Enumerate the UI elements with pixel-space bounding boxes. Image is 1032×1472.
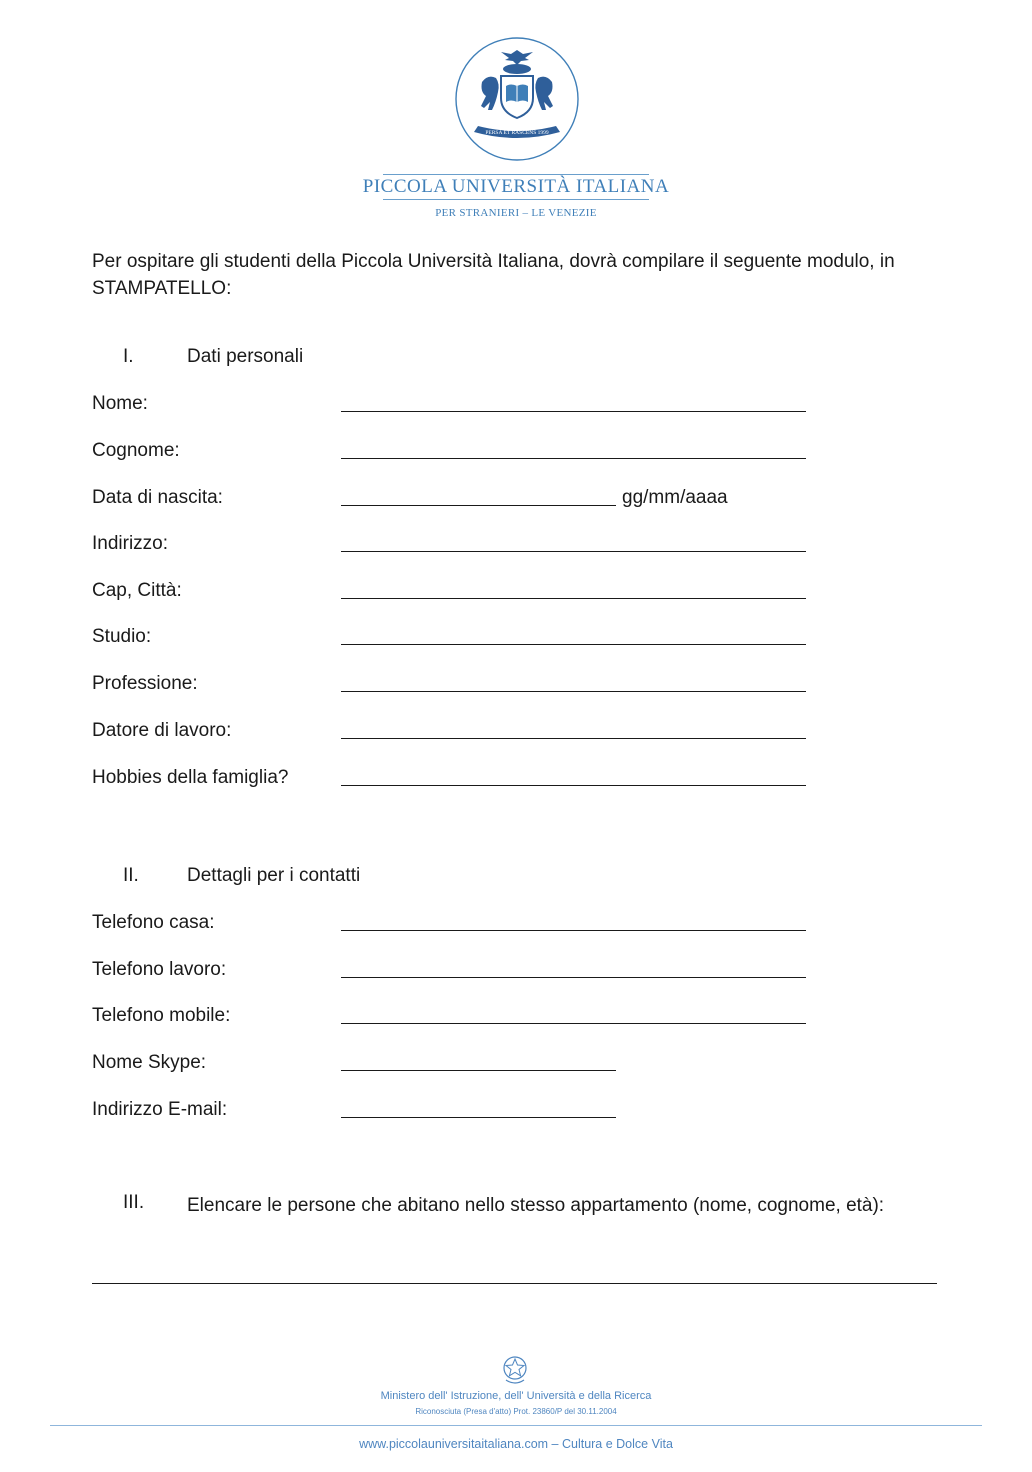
intro-text: Per ospitare gli studenti della Piccola Università Italiana, dovrà compilare il seguente modulo, in STAMPATELLO: xyxy=(92,251,895,299)
website-link[interactable]: www.piccolauniversitaitaliana.com – Cultura e Dolce Vita xyxy=(359,1437,673,1451)
field-line-hobbies[interactable] xyxy=(341,785,806,786)
field-label-cognome: Cognome: xyxy=(92,440,180,461)
field-line-household-members[interactable] xyxy=(92,1283,937,1284)
crest-motto: PERSA ET RASCENS 1999 xyxy=(485,130,549,136)
recognition-text: Riconosciuta (Presa d'atto) Prot. 23860/P del 30.11.2004 xyxy=(415,1407,617,1416)
field-label-professione: Professione: xyxy=(92,673,198,694)
field-line-data-nascita[interactable] xyxy=(341,505,616,506)
section1-title: Dati personali xyxy=(187,346,304,367)
footer-rule xyxy=(50,1425,982,1426)
field-label-data-nascita: Data di nascita: xyxy=(92,487,223,508)
university-crest-logo xyxy=(454,36,580,162)
field-line-telefono-mobile[interactable] xyxy=(341,1023,806,1024)
title-bottom-rule xyxy=(383,199,649,200)
section2-title: Dettagli per i contatti xyxy=(187,865,361,886)
field-label-telefono-casa: Telefono casa: xyxy=(92,912,215,933)
field-label-studio: Studio: xyxy=(92,626,152,647)
field-label-datore-lavoro: Datore di lavoro: xyxy=(92,720,232,741)
university-subtitle: PER STRANIERI – LE VENEZIE xyxy=(435,207,597,219)
field-label-email: Indirizzo E-mail: xyxy=(92,1099,228,1120)
field-label-telefono-lavoro: Telefono lavoro: xyxy=(92,959,227,980)
field-line-cap-citta[interactable] xyxy=(341,598,806,599)
field-line-email[interactable] xyxy=(341,1117,616,1118)
field-line-telefono-lavoro[interactable] xyxy=(341,977,806,978)
field-label-nome: Nome: xyxy=(92,393,148,414)
italian-republic-emblem xyxy=(500,1352,530,1386)
date-format-hint: gg/mm/aaaa xyxy=(622,487,728,508)
field-line-nome[interactable] xyxy=(341,411,806,412)
title-top-rule xyxy=(383,174,649,175)
section2-number: II. xyxy=(123,865,139,886)
section3-number: III. xyxy=(123,1192,145,1213)
university-name: PICCOLA UNIVERSITÀ ITALIANA xyxy=(362,176,670,197)
field-label-hobbies: Hobbies della famiglia? xyxy=(92,767,289,788)
field-line-studio[interactable] xyxy=(341,644,806,645)
field-label-cap-citta: Cap, Città: xyxy=(92,580,182,601)
ministry-text: Ministero dell' Istruzione, dell' Università e della Ricerca xyxy=(380,1390,652,1402)
field-label-indirizzo: Indirizzo: xyxy=(92,533,169,554)
field-line-datore-lavoro[interactable] xyxy=(341,738,806,739)
field-line-cognome[interactable] xyxy=(341,458,806,459)
section1-number: I. xyxy=(123,346,134,367)
field-label-telefono-mobile: Telefono mobile: xyxy=(92,1005,231,1026)
field-line-professione[interactable] xyxy=(341,691,806,692)
field-line-indirizzo[interactable] xyxy=(341,551,806,552)
field-label-skype: Nome Skype: xyxy=(92,1052,207,1073)
section3-title: Elencare le persone che abitano nello stesso appartamento (nome, cognome, età): xyxy=(187,1195,885,1216)
field-line-skype[interactable] xyxy=(341,1070,616,1071)
field-line-telefono-casa[interactable] xyxy=(341,930,806,931)
